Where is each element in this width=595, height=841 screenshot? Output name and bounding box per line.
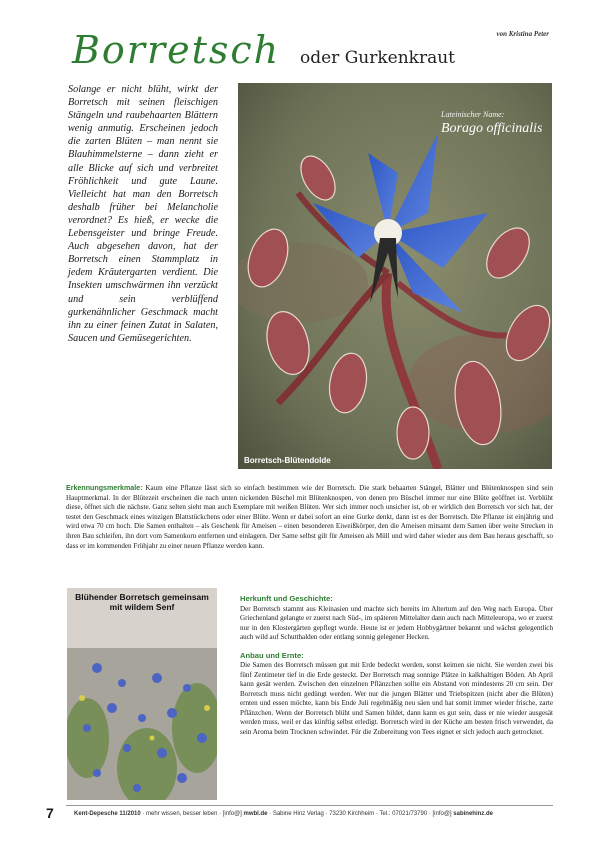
photo2-caption: Blühender Borretsch gemeinsam mit wildem Senf [75, 592, 209, 612]
page-subtitle: oder Gurkenkraut [300, 48, 456, 68]
author-byline: von Kristina Peter [496, 30, 549, 38]
intro-paragraph: Solange er nicht blüht, wirkt der Borretsch mit seinen fleischigen Stängeln und raubehaarten Blättern wenig anmutig. Erscheinen jedoch die zarten Blüten – man nennt sie Blauhimmelsterne – dann zieht er alle Blicke auf sich und verbreitet Fröhlichkeit und gute Laune. Vielleicht hat man den Borretsch deshalb früher bei Melancholie verordnet? Es hieß, er wecke die Lebensgeister und bringe Freude. Auch abgesehen davon, hat der Borretsch einen Stammplatz in jedem Kräutergarten verdient. Die Insekten umschwärmen ihn verzückt und sein verblüffend gurkenähnlicher Geschmack macht ihn zu einer feinen Zutat in Salaten, Saucen und Gemüsegerichten. [68, 84, 218, 344]
footer-publisher: · Sabine Hinz Verlag · 73230 Kirchheim · Tel.: 07021/73790 · [info@] [267, 811, 454, 817]
page-number: 7 [46, 805, 54, 821]
website-link-sabinehinz[interactable]: sabinehinz.de [453, 811, 493, 817]
publication-name: Kent-Depesche 11/2010 [74, 811, 141, 817]
footer-text [74, 811, 554, 817]
section-heading: Anbau und Ernte: [240, 650, 304, 660]
borage-flower-photo [238, 83, 552, 469]
right-column [240, 594, 553, 745]
page-title: Borretsch [72, 28, 281, 72]
borage-mustard-photo [67, 588, 217, 800]
website-link-mwbl[interactable]: mwbl.de [243, 811, 268, 817]
section-cultivation [240, 651, 553, 738]
section-origin [240, 594, 553, 643]
section-text: Der Borretsch stammt aus Kleinasien und machte sich bereits im Altertum auf den Weg nach Europa. Über Griechenland gelangte er zuerst nach Süd-, im späteren Mittelalter dann auch nach Mitteleuropa, wo er zuerst nur in den Klostergärten gepflegt wurde. Heute ist er jedem Hobbygärtner bekannt und wächst gelegentlich auch wild auf Schutthalden oder entlang sonnig gelegener Hecken. [240, 604, 553, 641]
section-text: Die Samen des Borretsch müssen gut mit Erde bedeckt werden, sonst keimen sie nicht. Sie werden zwei bis fünf Zentimeter tief in die Erde gesteckt. Der Borretsch mag sonnige Plätze in kalkhaltigen Böden. Ab April kann gesät werden. Zwischen den einzelnen Pflänzchen sollte ein Abstand von mindestens 20 cm sein. Der Borretsch muss nicht gedüngt werden. Wer nur die jungen Blätter und Triebspitzen (nicht aber die Blüten) ernten und essen möchte, kann bis Ende Juli regelmäßig neu säen und hat somit immer wieder frische, zarte Pflänzchen. Wenn der Borretsch blüht und Samen bildet, dann kann es gut sein, dass er nie wieder ausgesät werden muss, weil er das künftig selbst erledigt. Borretsch wird in der Küche am besten frisch verwendet, da sein Aroma beim Trocknen schwindet. Für die Zubereitung von Tees eignet er sich jedoch auch getrocknet. [240, 661, 553, 736]
footer-tagline: · mehr wissen, besser leben · [info@] [140, 811, 244, 817]
latin-name: Borago officinalis [441, 121, 543, 136]
footer-divider [66, 805, 553, 806]
latin-name-label: Lateinischer Name: [441, 110, 505, 119]
photo-caption: Borretsch-Blütendolde [244, 456, 331, 465]
section-heading: Erkennungsmerkmale: [66, 484, 143, 492]
section-heading: Herkunft und Geschichte: [240, 594, 333, 603]
section-text: Kaum eine Pflanze lässt sich so einfach bestimmen wie der Borretsch. Die stark behaarten Stängel, Blätter und Blütenknospen sind sein Hauptmerkmal. In der Blütezeit erscheinen die nach unten nickenden Büschel mit Blütenknospen, von denen pro Büschel immer nur eine Blüte geöffnet ist. Verblüht diese, öffnet sich die nächste. Ganz selten sieht man auch Exemplare mit weißen Blüten. Wer sich immer noch unsicher ist, ob er wirklich den Borretsch vor sich hat, der testet den Geschmack eines winzigen Blattstückchens oder einer Blüte. Wenn er dabei sofort an eine Gurke denkt, dann ist es der Borretsch. Die Pflanze ist einjährig und wird etwa 70 cm hoch. Die Samen enthalten – als Geschenk für Ameisen – einen besonderen Eiweißkörper, den die Ameisen mitsamt dem Samen über weite Strecken in ihren Bau schleifen, ihn dort vom Samenkorn entfernen und einlagern. Der Same selbst gilt für Ameisen als Müll und wird daher wieder aus dem Bau heraus geschafft, so dass er im kommenden Frühjahr zu einer neuen Pflanze werden kann. [66, 484, 553, 550]
section-identification [66, 484, 553, 551]
